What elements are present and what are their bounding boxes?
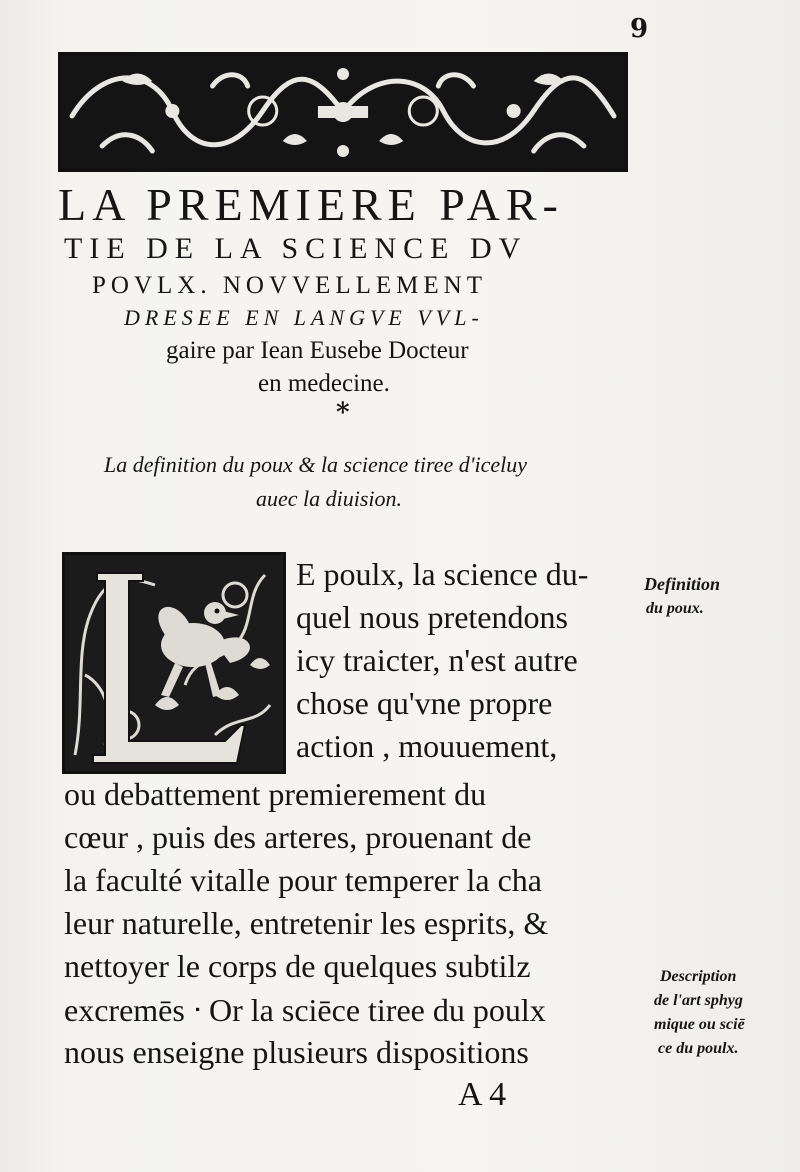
- decorated-initial-l: [62, 552, 286, 774]
- body-line-11: excremēs ᐧ Or la sciēce tiree du poulx: [64, 992, 546, 1028]
- title-line-4: DRESEE EN LANGVE VVL-: [124, 305, 484, 330]
- body-line-2: quel nous pretendons: [296, 599, 568, 635]
- body-line-9: leur naturelle, entretenir les esprits, &: [64, 905, 549, 941]
- margin-note-description-4: ce du poulx.: [658, 1040, 739, 1057]
- margin-note-description-1: Description: [660, 968, 737, 985]
- title-line-5: gaire par Iean Eusebe Docteur: [166, 337, 469, 364]
- corner-mark: 9: [630, 14, 649, 44]
- section-heading-line-1: La definition du poux & la science tiree d'iceluy: [104, 452, 528, 477]
- body-line-10: nettoyer le corps de quelques subtilz: [64, 948, 531, 984]
- title-line-2: TIE DE LA SCIENCE DV: [64, 232, 528, 265]
- body-line-3: icy traicter, n'est autre: [296, 642, 578, 678]
- margin-note-description-3: mique ou sciē: [654, 1016, 745, 1033]
- body-line-7: cœur , puis des arteres, prouenant de: [64, 819, 532, 855]
- headpiece-scroll-icon: [62, 56, 624, 168]
- body-line-8: la faculté vitalle pour temperer la cha: [64, 862, 542, 898]
- section-heading-line-2: auec la diuision.: [256, 486, 403, 511]
- title-line-3: POVLX. NOVVELLEMENT: [92, 272, 487, 299]
- margin-note-definition-2: du poux.: [646, 600, 704, 617]
- body-line-12: nous enseigne plusieurs dispositions: [64, 1034, 529, 1070]
- asterisk-ornament: *: [336, 398, 350, 428]
- body-line-1: E poulx, la science du-: [296, 556, 589, 592]
- title-line-1: LA PREMIERE PAR-: [58, 179, 564, 230]
- body-line-6: ou debattement premierement du: [64, 776, 487, 812]
- ornamental-headpiece: [58, 52, 628, 172]
- body-line-5: action , mouuement,: [296, 728, 558, 764]
- bird-foliage-initial-icon: [65, 555, 283, 771]
- signature-mark: A 4: [458, 1076, 507, 1113]
- margin-note-definition-1: Definition: [644, 574, 721, 594]
- margin-note-description-2: de l'art sphyg: [654, 992, 743, 1009]
- title-line-6: en medecine.: [258, 370, 390, 397]
- body-line-4: chose qu'vne propre: [296, 685, 553, 721]
